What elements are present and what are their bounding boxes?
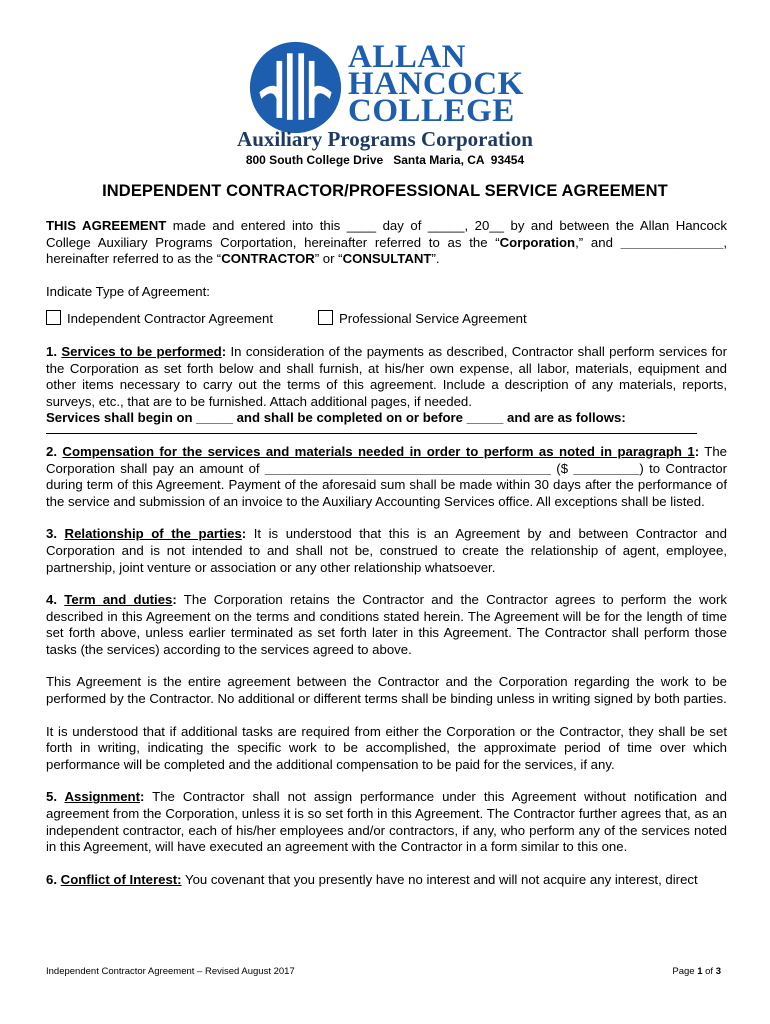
intro-consultant: CONSULTANT xyxy=(342,251,432,267)
page-current: 1 xyxy=(697,966,703,977)
section-2-colon: : xyxy=(694,443,700,459)
section-5-text: The Contractor shall not assign performance under this Agreement without notification and agreement from the Corporation, unless it is so set forth in this Agreement. The Contractor further agrees that, as an independent contractor, each of his/her employees and/or contractors, if any, who perform any of the services noted in this Agreement, will have executed an agreement with the Contractor in a form similar to this one. xyxy=(46,789,727,855)
option-1-label: Independent Contractor Agreement xyxy=(67,311,274,327)
amount-blank[interactable]: _______________________________________ xyxy=(264,460,551,476)
intro-corporation: Corporation xyxy=(499,234,576,250)
logo-line-1: ALLAN xyxy=(348,39,467,75)
intro-text-2: ,” and xyxy=(575,234,621,250)
page-footer xyxy=(46,966,721,977)
intro-paragraph xyxy=(46,218,727,268)
section-5-number: 5. xyxy=(46,789,65,805)
page-total: 3 xyxy=(715,966,721,977)
page-number xyxy=(672,966,721,977)
section-4-text: The Corporation retains the Contractor and the Contractor agrees to perform the work described in this Agreement on the terms and conditions stated herein. The Agreement will be for the length of time set forth above, unless earlier terminated as set forth later in this Agreement. The Contractor shall perform those tasks (the services) according to the services agreed to above. xyxy=(46,592,727,657)
intro-text-1: made and entered into this ____ day of _____, 20__ by and between the Allan Hancock College Auxiliary Programs Corportation, hereinafter referred to as the “ xyxy=(46,218,727,250)
option-independent-contractor[interactable] xyxy=(46,310,318,328)
intro-text-4: ” or “ xyxy=(314,251,343,267)
section-5-colon: : xyxy=(140,789,145,805)
footer-doc-name: Independent Contractor Agreement – Revised August 2017 xyxy=(46,966,295,977)
logo-wordmark xyxy=(348,39,524,129)
section-1-services xyxy=(46,344,727,410)
org-address: 800 South College Drive Santa Maria, CA 93454 xyxy=(245,153,525,167)
contractor-name-blank[interactable]: ______________ xyxy=(620,234,724,250)
checkbox-independent-contractor[interactable] xyxy=(46,310,61,325)
dollar-amount-blank[interactable]: _________ xyxy=(573,460,640,476)
section-2-text-1: The Corporation shall pay an amount of xyxy=(46,443,727,476)
section-3-number: 3. xyxy=(46,526,65,542)
section-1-text: In consideration of the payments as described, Contractor shall perform services for the Corporation as set forth below and shall furnish, at his/her own expense, all labor, materials, equipment and other items necessary to carry out the terms of this agreement. Include a description of any materials, reports, surveys, etc., that are to be furnished. Attach additional pages, if needed. xyxy=(46,343,728,409)
section-1-colon: : xyxy=(221,343,227,359)
intro-lead: THIS AGREEMENT xyxy=(46,218,167,233)
section-6-conflict xyxy=(46,872,727,889)
intro-contractor: CONTRACTOR xyxy=(221,251,315,267)
section-3-heading: Relationship of the parties xyxy=(64,526,242,542)
intro-text-3: , hereinafter referred to as the “ xyxy=(46,234,727,267)
section-4-number: 4. xyxy=(46,592,65,608)
logo-line-2: HANCOCK xyxy=(348,66,524,102)
intro-text-5: ”. xyxy=(431,251,440,267)
document-title: INDEPENDENT CONTRACTOR/PROFESSIONAL SERVICE AGREEMENT xyxy=(102,182,668,200)
services-description-line[interactable] xyxy=(46,427,697,434)
agreement-type-label: Indicate Type of Agreement: xyxy=(46,283,210,299)
section-3-colon: : xyxy=(241,526,247,542)
section-6-heading: Conflict of Interest: xyxy=(60,871,182,887)
option-2-label: Professional Service Agreement xyxy=(339,311,527,327)
section-5-assignment xyxy=(46,789,727,855)
section-3-relationship xyxy=(46,526,727,576)
additional-tasks-paragraph: It is understood that if additional tasks are required from either the Corporation or the Contractor, they shall be set forth in writing, indicating the specific work to be accomplished, the approximate period of time over which performance will be completed and the additional compensation to be paid for the services, if any. xyxy=(46,723,727,772)
section-4-heading: Term and duties xyxy=(64,592,173,608)
page-of: of xyxy=(702,966,716,977)
entire-agreement-paragraph: This Agreement is the entire agreement between the Contractor and the Corporation regarding the work to be performed by the Contractor. No additional or different terms shall be binding unless in writing signed by both parties. xyxy=(46,674,727,707)
section-2-text-2: ($ xyxy=(550,460,574,476)
section-6-text: You covenant that you presently have no interest and will not acquire any interest, direct xyxy=(181,871,698,887)
services-begin-line: Services shall begin on _____ and shall be completed on or before _____ and are as follows: xyxy=(46,410,626,426)
section-1-heading: Services to be performed xyxy=(61,343,222,359)
section-3-text: It is understood that this is an Agreement by and between Contractor and Corporation and is not intended to and shall not be, construed to create the relationship of agent, employee, partnership, joint venture or association or any other relationship whatsoever. xyxy=(46,526,727,575)
section-2-number: 2. xyxy=(46,443,63,459)
org-name: Auxiliary Programs Corporation xyxy=(237,127,533,151)
checkbox-professional-service[interactable] xyxy=(318,310,333,325)
section-2-compensation xyxy=(46,444,727,510)
section-6-number: 6. xyxy=(46,871,61,887)
section-5-heading: Assignment xyxy=(64,789,140,805)
section-1-number: 1. xyxy=(46,343,62,359)
section-2-text-3: ) to Contractor during term of this Agreement. Payment of the aforesaid sum shall be made within 30 days after the performance of the service and submission of an invoice to the Auxiliary Accounting Services office. All exceptions shall be listed. xyxy=(46,460,727,509)
agreement-type-options xyxy=(46,310,727,328)
section-2-heading: Compensation for the services and materials needed in order to perform as noted in paragraph 1 xyxy=(62,443,695,459)
page-prefix: Page xyxy=(672,966,698,977)
section-4-colon: : xyxy=(172,592,177,608)
option-professional-service[interactable] xyxy=(318,310,527,328)
section-4-term xyxy=(46,592,727,658)
logo-line-3: COLLEGE xyxy=(348,93,515,129)
document-body xyxy=(46,218,727,888)
logo-emblem-icon xyxy=(248,40,343,135)
